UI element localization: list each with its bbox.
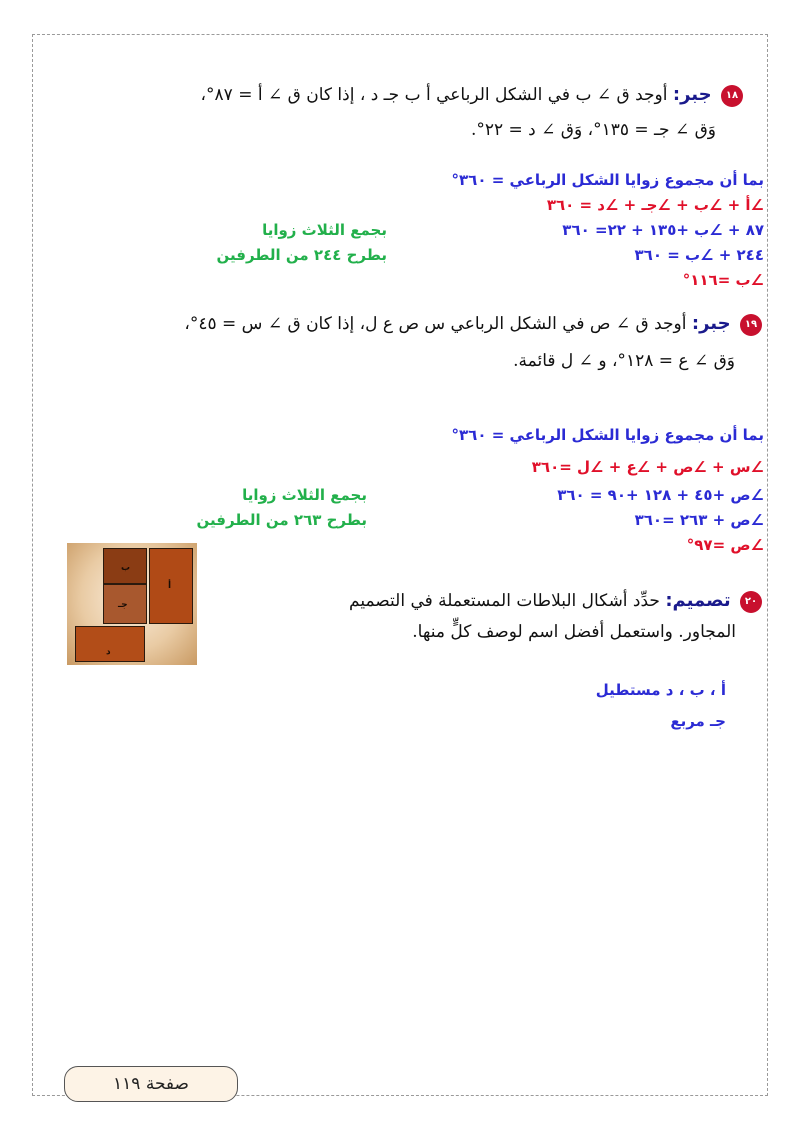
q18-note-2: بطرح ٢٤٤ من الطرفين: [216, 246, 387, 264]
tile-d-label: د: [106, 647, 111, 657]
tile-a-label: أ: [168, 581, 172, 591]
q19-text-line1: أوجد ق ∠ ص في الشكل الرباعي س ص ع ل، إذا كان ق ∠ س = ٤٥°،: [184, 314, 687, 334]
tile-j: [103, 584, 147, 624]
tile-b: [103, 548, 147, 584]
page-number-tab: صفحة ١١٩: [64, 1066, 238, 1102]
q18-answer-line-4: ٢٤٤ + ∠ب = ٣٦٠: [634, 246, 764, 264]
q19-answer-line-2: ∠س + ∠ص + ∠ع + ∠ل =٣٦٠: [531, 458, 764, 476]
q18-note-1: بجمع الثلاث زوايا: [262, 221, 387, 239]
q20-label: تصميم:: [665, 590, 731, 611]
q18-label: جبر:: [672, 84, 712, 105]
q19-answer-line-5: ∠ص =٩٧°: [686, 536, 764, 554]
tile-design-figure: [67, 543, 197, 665]
tile-b-label: ب: [121, 563, 131, 573]
q18-answer-line-2: ∠أ + ∠ب + ∠جـ + ∠د = ٣٦٠: [546, 196, 764, 214]
q18-line1: [201, 84, 743, 107]
q19-number-badge: ١٩: [740, 314, 762, 336]
q19-text-line2: وَق ∠ ع = ١٢٨°، و ∠ ل قائمة.: [513, 351, 735, 371]
q20-text-line1: حدِّد أشكال البلاطات المستعملة في التصميم: [349, 591, 660, 611]
q19-note-1: بجمع الثلاث زوايا: [242, 486, 367, 504]
q18-answer-line-1: بما أن مجموع زوايا الشكل الرباعي = ٣٦٠°: [451, 171, 764, 189]
q18-number-badge: ١٨: [721, 85, 743, 107]
q20-answer-line-1: أ ، ب ، د مستطيل: [595, 681, 726, 699]
tile-a: [149, 548, 193, 624]
q19-answer-line-1: بما أن مجموع زوايا الشكل الرباعي = ٣٦٠°: [451, 426, 764, 444]
q20-answer-line-2: جـ مربع: [670, 712, 726, 730]
q18-text-line1: أوجد ق ∠ ب في الشكل الرباعي أ ب جـ د ، إذا كان ق ∠ أ = ٨٧°،: [200, 85, 668, 105]
q18-answer-line-5: ∠ب =١١٦°: [682, 271, 764, 289]
q19-note-2: بطرح ٢٦٣ من الطرفين: [196, 511, 367, 529]
q20-number-badge: ٢٠: [740, 591, 762, 613]
q18-answer-line-3: ٨٧ + ∠ب +١٣٥ + ٢٢= ٣٦٠: [562, 221, 764, 239]
q19-answer-line-4: ∠ص + ٢٦٣ =٣٦٠: [634, 511, 764, 529]
q18-text-line2: وَق ∠ جـ = ١٣٥°، وَق ∠ د = ٢٢°.: [470, 120, 716, 140]
q20-text-line2: المجاور. واستعمل أفضل اسم لوصف كلٍّ منها.: [412, 622, 736, 642]
q19-label: جبر:: [691, 313, 731, 334]
tile-d: [75, 626, 145, 662]
q19-answer-line-3: ∠ص +٤٥ + ١٢٨ +٩٠ = ٣٦٠: [557, 486, 764, 504]
tile-j-label: جـ: [118, 600, 128, 610]
q19-line1: [184, 313, 762, 336]
q20-line1: [349, 590, 762, 613]
